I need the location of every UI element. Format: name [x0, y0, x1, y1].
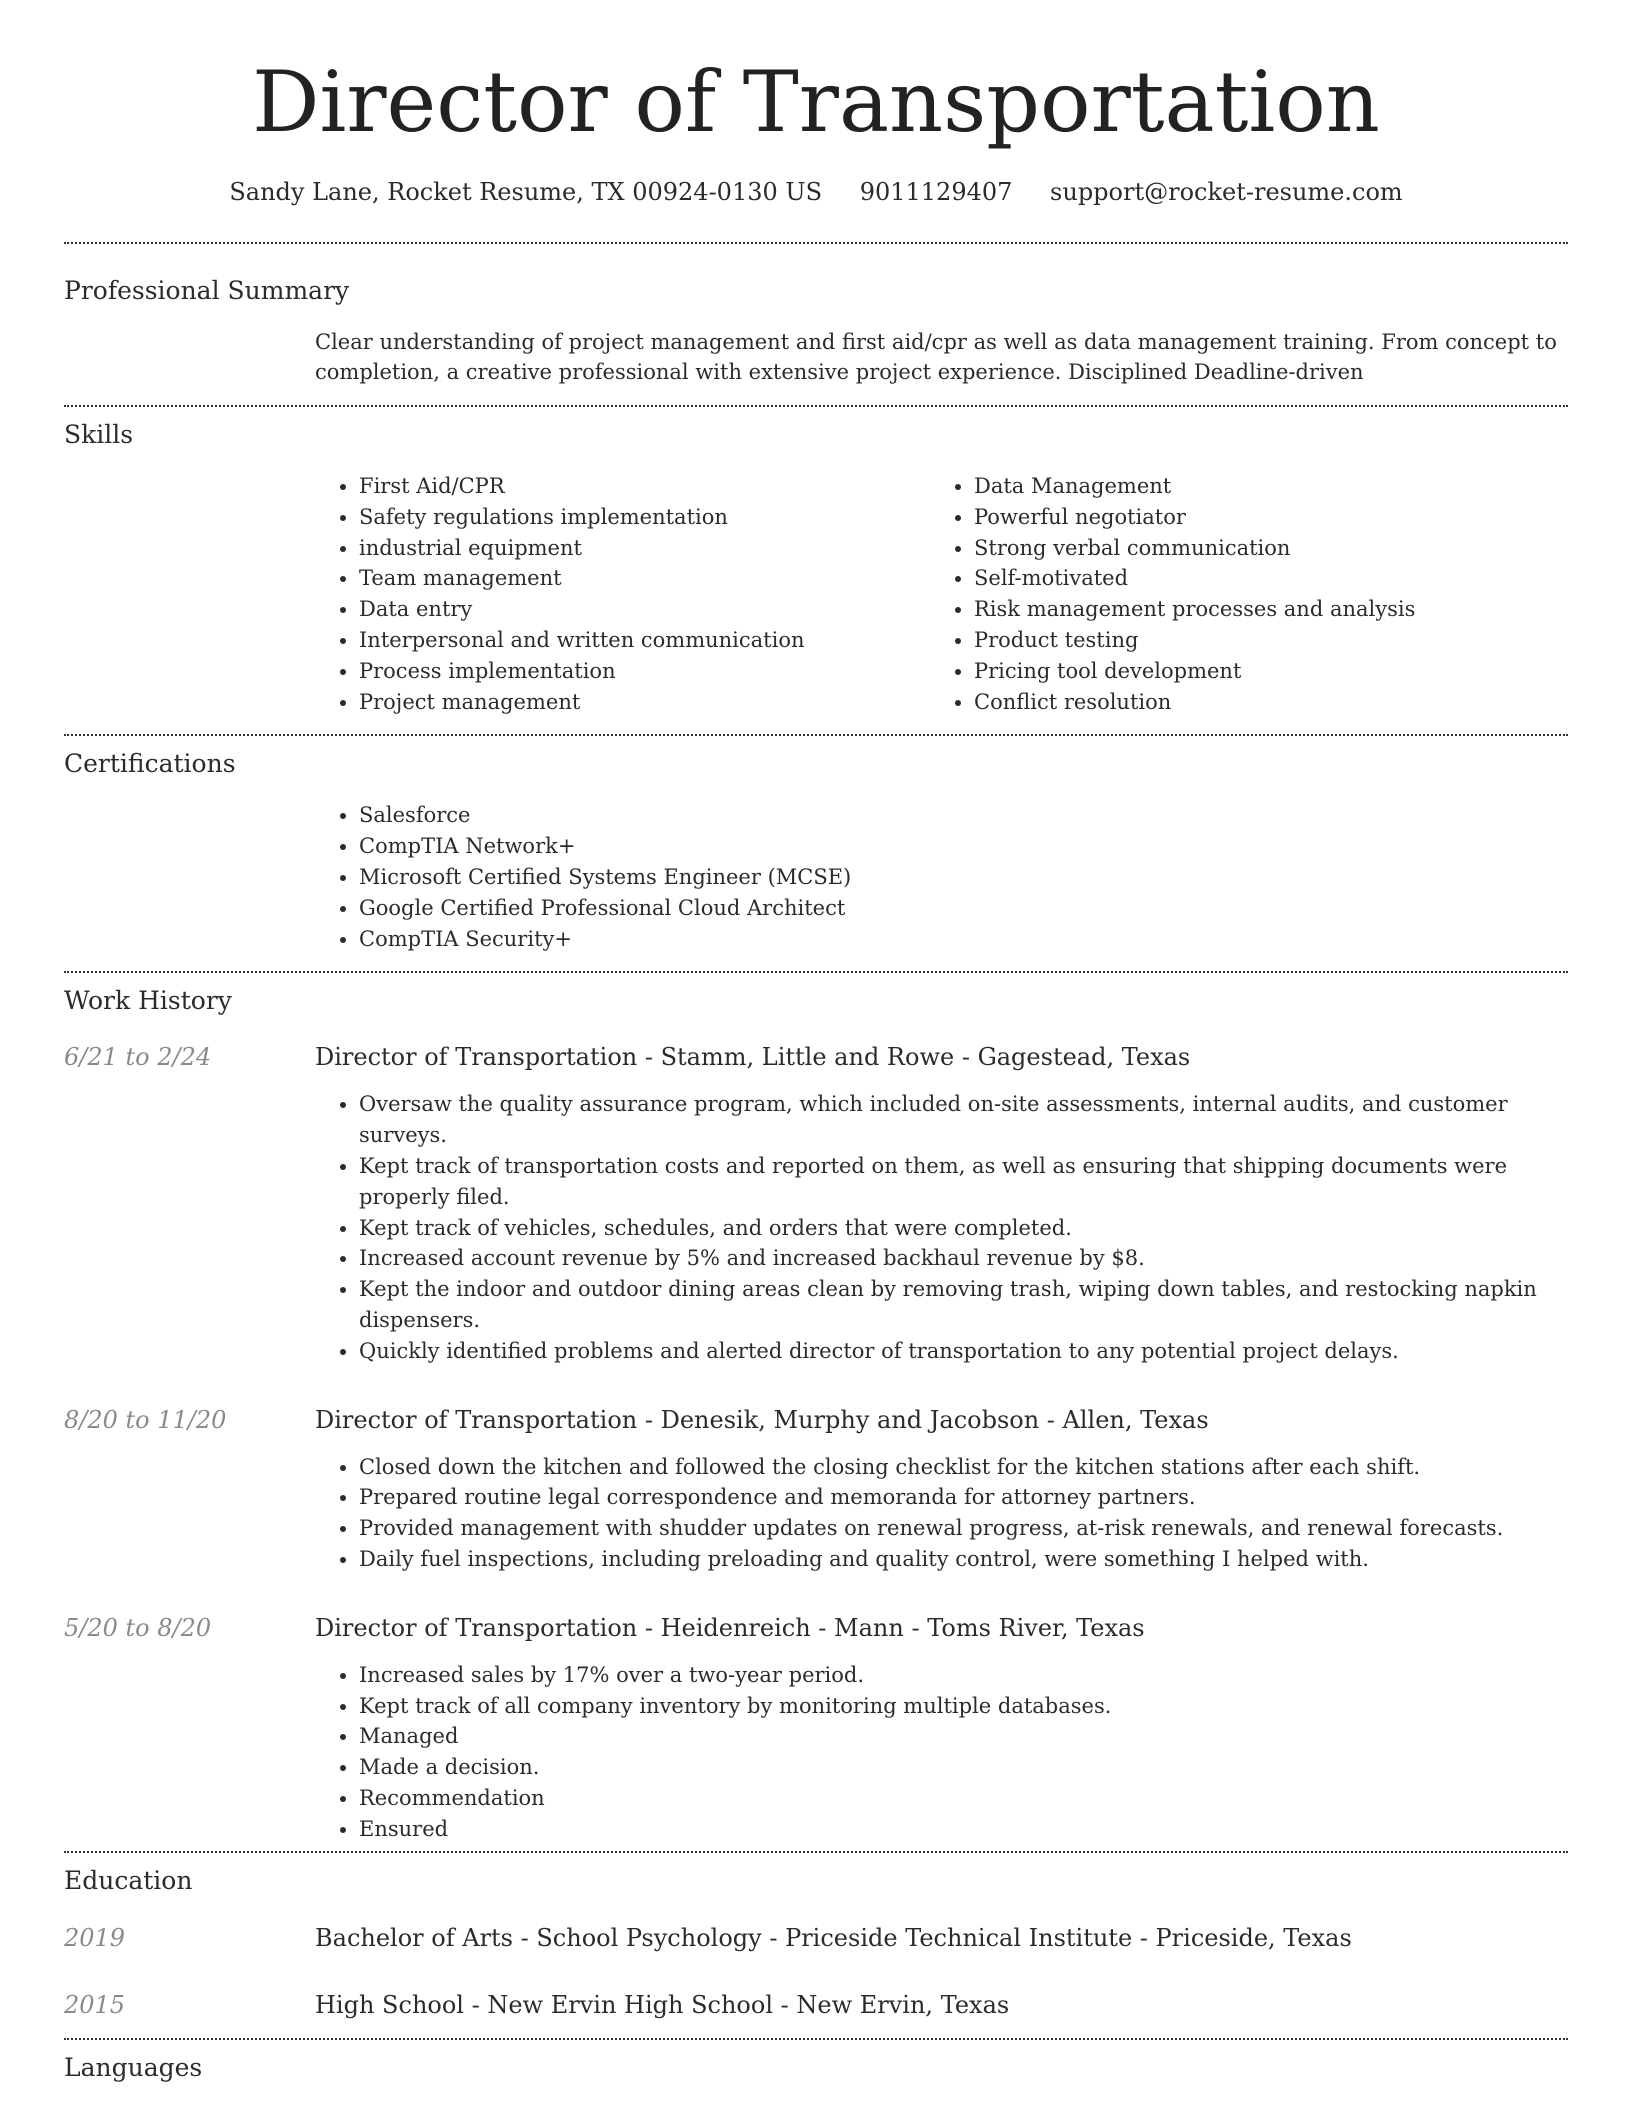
job-list	[64, 1040, 1568, 1844]
job-bullet: • Daily fuel inspections, including preloading and quality control, were something I helped with.	[359, 1544, 1568, 1575]
job-bullet: • Provided management with shudder updates on renewal progress, at-risk renewals, and renewal forecasts.	[359, 1513, 1568, 1544]
separator: -	[954, 1043, 978, 1072]
skill-item: • Product testing	[974, 625, 1545, 656]
contact-line	[64, 176, 1568, 208]
skills-section	[64, 407, 1568, 734]
education-degree: High School	[315, 1990, 464, 2019]
education-list	[64, 1921, 1568, 2022]
skills-column-left	[315, 471, 930, 717]
education-line	[315, 1988, 1009, 2022]
summary-heading: Professional Summary	[64, 276, 350, 305]
education-year: 2015	[64, 1990, 126, 2019]
resume-header	[64, 0, 1568, 208]
skill-item: • Pricing tool development	[974, 656, 1545, 687]
skill-item: • Conflict resolution	[974, 687, 1545, 718]
job-title: Director of Transportation	[315, 1405, 638, 1434]
education-line	[315, 1921, 1352, 1955]
candidate-name: Director of Transportation	[252, 53, 1380, 151]
job-dates: 6/21 to 2/24	[64, 1043, 212, 1072]
certifications-heading: Certifications	[64, 749, 236, 779]
education-degree: Bachelor of Arts - School Psychology	[315, 1923, 762, 1952]
separator: -	[637, 1043, 661, 1072]
certification-item: • Salesforce	[359, 800, 1568, 831]
job-title-line	[315, 1611, 1145, 1645]
job-bullet: • Managed	[359, 1721, 1568, 1752]
job-bullet: • Kept track of all company inventory by monitoring multiple databases.	[359, 1691, 1568, 1722]
job-header	[64, 1040, 1568, 1074]
skills-heading: Skills	[64, 420, 134, 449]
education-school: Priceside Technical Institute	[785, 1923, 1133, 1952]
job-bullet: • Kept the indoor and outdoor dining areas clean by removing trash, wiping down tables, and restocking napkin dispensers.	[359, 1274, 1568, 1336]
skill-item: • Data Management	[974, 471, 1545, 502]
separator: -	[637, 1613, 661, 1642]
separator: -	[903, 1613, 928, 1642]
separator: -	[761, 1923, 786, 1952]
job-entry	[64, 1403, 1568, 1575]
education-entry	[64, 1988, 1568, 2022]
job-location: Toms River, Texas	[927, 1613, 1145, 1642]
summary-section	[64, 244, 1568, 405]
certifications-section	[64, 736, 1568, 971]
job-dates: 8/20 to 11/20	[64, 1405, 227, 1434]
job-bullet: • Prepared routine legal correspondence and memoranda for attorney partners.	[359, 1482, 1568, 1513]
address-text: Sandy Lane, Rocket Resume, TX 00924-0130 US	[229, 178, 823, 206]
education-year: 2019	[64, 1923, 126, 1952]
skill-item: • Interpersonal and written communication	[359, 625, 930, 656]
job-header	[64, 1403, 1568, 1437]
separator: -	[1132, 1923, 1156, 1952]
job-bullet: • Increased account revenue by 5% and increased backhaul revenue by $8.	[359, 1243, 1568, 1274]
work-history-section	[64, 973, 1568, 1850]
job-title: Director of Transportation	[315, 1043, 638, 1072]
job-bullets	[315, 1660, 1568, 1845]
separator: -	[1039, 1405, 1063, 1434]
separator: -	[773, 1990, 797, 2019]
work-history-heading: Work History	[64, 986, 232, 1016]
job-bullet: • Kept track of vehicles, schedules, and orders that were completed.	[359, 1213, 1568, 1244]
skill-item: • Self-motivated	[974, 563, 1545, 594]
certification-item: • CompTIA Security+	[359, 924, 1568, 955]
phone-text: 9011129407	[859, 178, 1013, 206]
education-location: New Ervin, Texas	[796, 1990, 1010, 2019]
job-header	[64, 1611, 1568, 1645]
skill-item: • Risk management processes and analysis	[974, 594, 1545, 625]
skill-item: • First Aid/CPR	[359, 471, 930, 502]
job-entry	[64, 1611, 1568, 1845]
job-title: Director of Transportation	[315, 1613, 638, 1642]
skill-item: • Data entry	[359, 594, 930, 625]
job-location: Allen, Texas	[1062, 1405, 1209, 1434]
languages-section	[64, 2040, 1568, 2085]
job-location: Gagestead, Texas	[977, 1043, 1191, 1072]
certification-item: • Microsoft Certified Systems Engineer (MCSE)	[359, 862, 1568, 893]
skill-item: • Safety regulations implementation	[359, 502, 930, 533]
certification-item: • Google Certified Professional Cloud Architect	[359, 893, 1568, 924]
job-title-line	[315, 1403, 1209, 1437]
skill-item: • Project management	[359, 687, 930, 718]
job-bullets	[315, 1089, 1568, 1366]
skills-column-right	[930, 471, 1545, 717]
job-company: Denesik, Murphy and Jacobson	[660, 1405, 1040, 1434]
education-entry	[64, 1921, 1568, 1955]
job-bullet: • Made a decision.	[359, 1752, 1568, 1783]
education-section	[64, 1853, 1568, 2038]
job-dates: 5/20 to 8/20	[64, 1613, 212, 1642]
job-bullet: • Recommendation	[359, 1783, 1568, 1814]
job-bullets	[315, 1452, 1568, 1575]
skill-item: • Powerful negotiator	[974, 502, 1545, 533]
skill-item: • Team management	[359, 563, 930, 594]
job-bullet: • Ensured	[359, 1814, 1568, 1845]
job-title-line	[315, 1040, 1190, 1074]
separator: -	[637, 1405, 661, 1434]
job-company: Heidenreich - Mann	[660, 1613, 904, 1642]
job-bullet: • Kept track of transportation costs and reported on them, as well as ensuring that shipping documents were properly filed.	[359, 1151, 1568, 1213]
certification-item: • CompTIA Network+	[359, 831, 1568, 862]
languages-heading: Languages	[64, 2052, 203, 2082]
separator: -	[463, 1990, 488, 2019]
job-company: Stamm, Little and Rowe	[660, 1043, 955, 1072]
skill-item: • Strong verbal communication	[974, 533, 1545, 564]
education-location: Priceside, Texas	[1155, 1923, 1352, 1952]
education-school: New Ervin High School	[487, 1990, 773, 2019]
summary-text: Clear understanding of project management and first aid/cpr as well as data management training. From concept to completion, a creative professional with extensive project experience. Disciplined Deadline-driven	[315, 330, 1557, 384]
job-entry	[64, 1040, 1568, 1366]
skill-item: • Process implementation	[359, 656, 930, 687]
job-bullet: • Quickly identified problems and alerted director of transportation to any potential project delays.	[359, 1336, 1568, 1367]
education-heading: Education	[64, 1865, 193, 1895]
email-link[interactable]: support@rocket-resume.com	[1050, 178, 1403, 206]
skill-item: • industrial equipment	[359, 533, 930, 564]
job-bullet: • Oversaw the quality assurance program, which included on-site assessments, internal audits, and customer surveys.	[359, 1089, 1568, 1151]
job-bullet: • Increased sales by 17% over a two-year period.	[359, 1660, 1568, 1691]
job-bullet: • Closed down the kitchen and followed the closing checklist for the kitchen stations after each shift.	[359, 1452, 1568, 1483]
